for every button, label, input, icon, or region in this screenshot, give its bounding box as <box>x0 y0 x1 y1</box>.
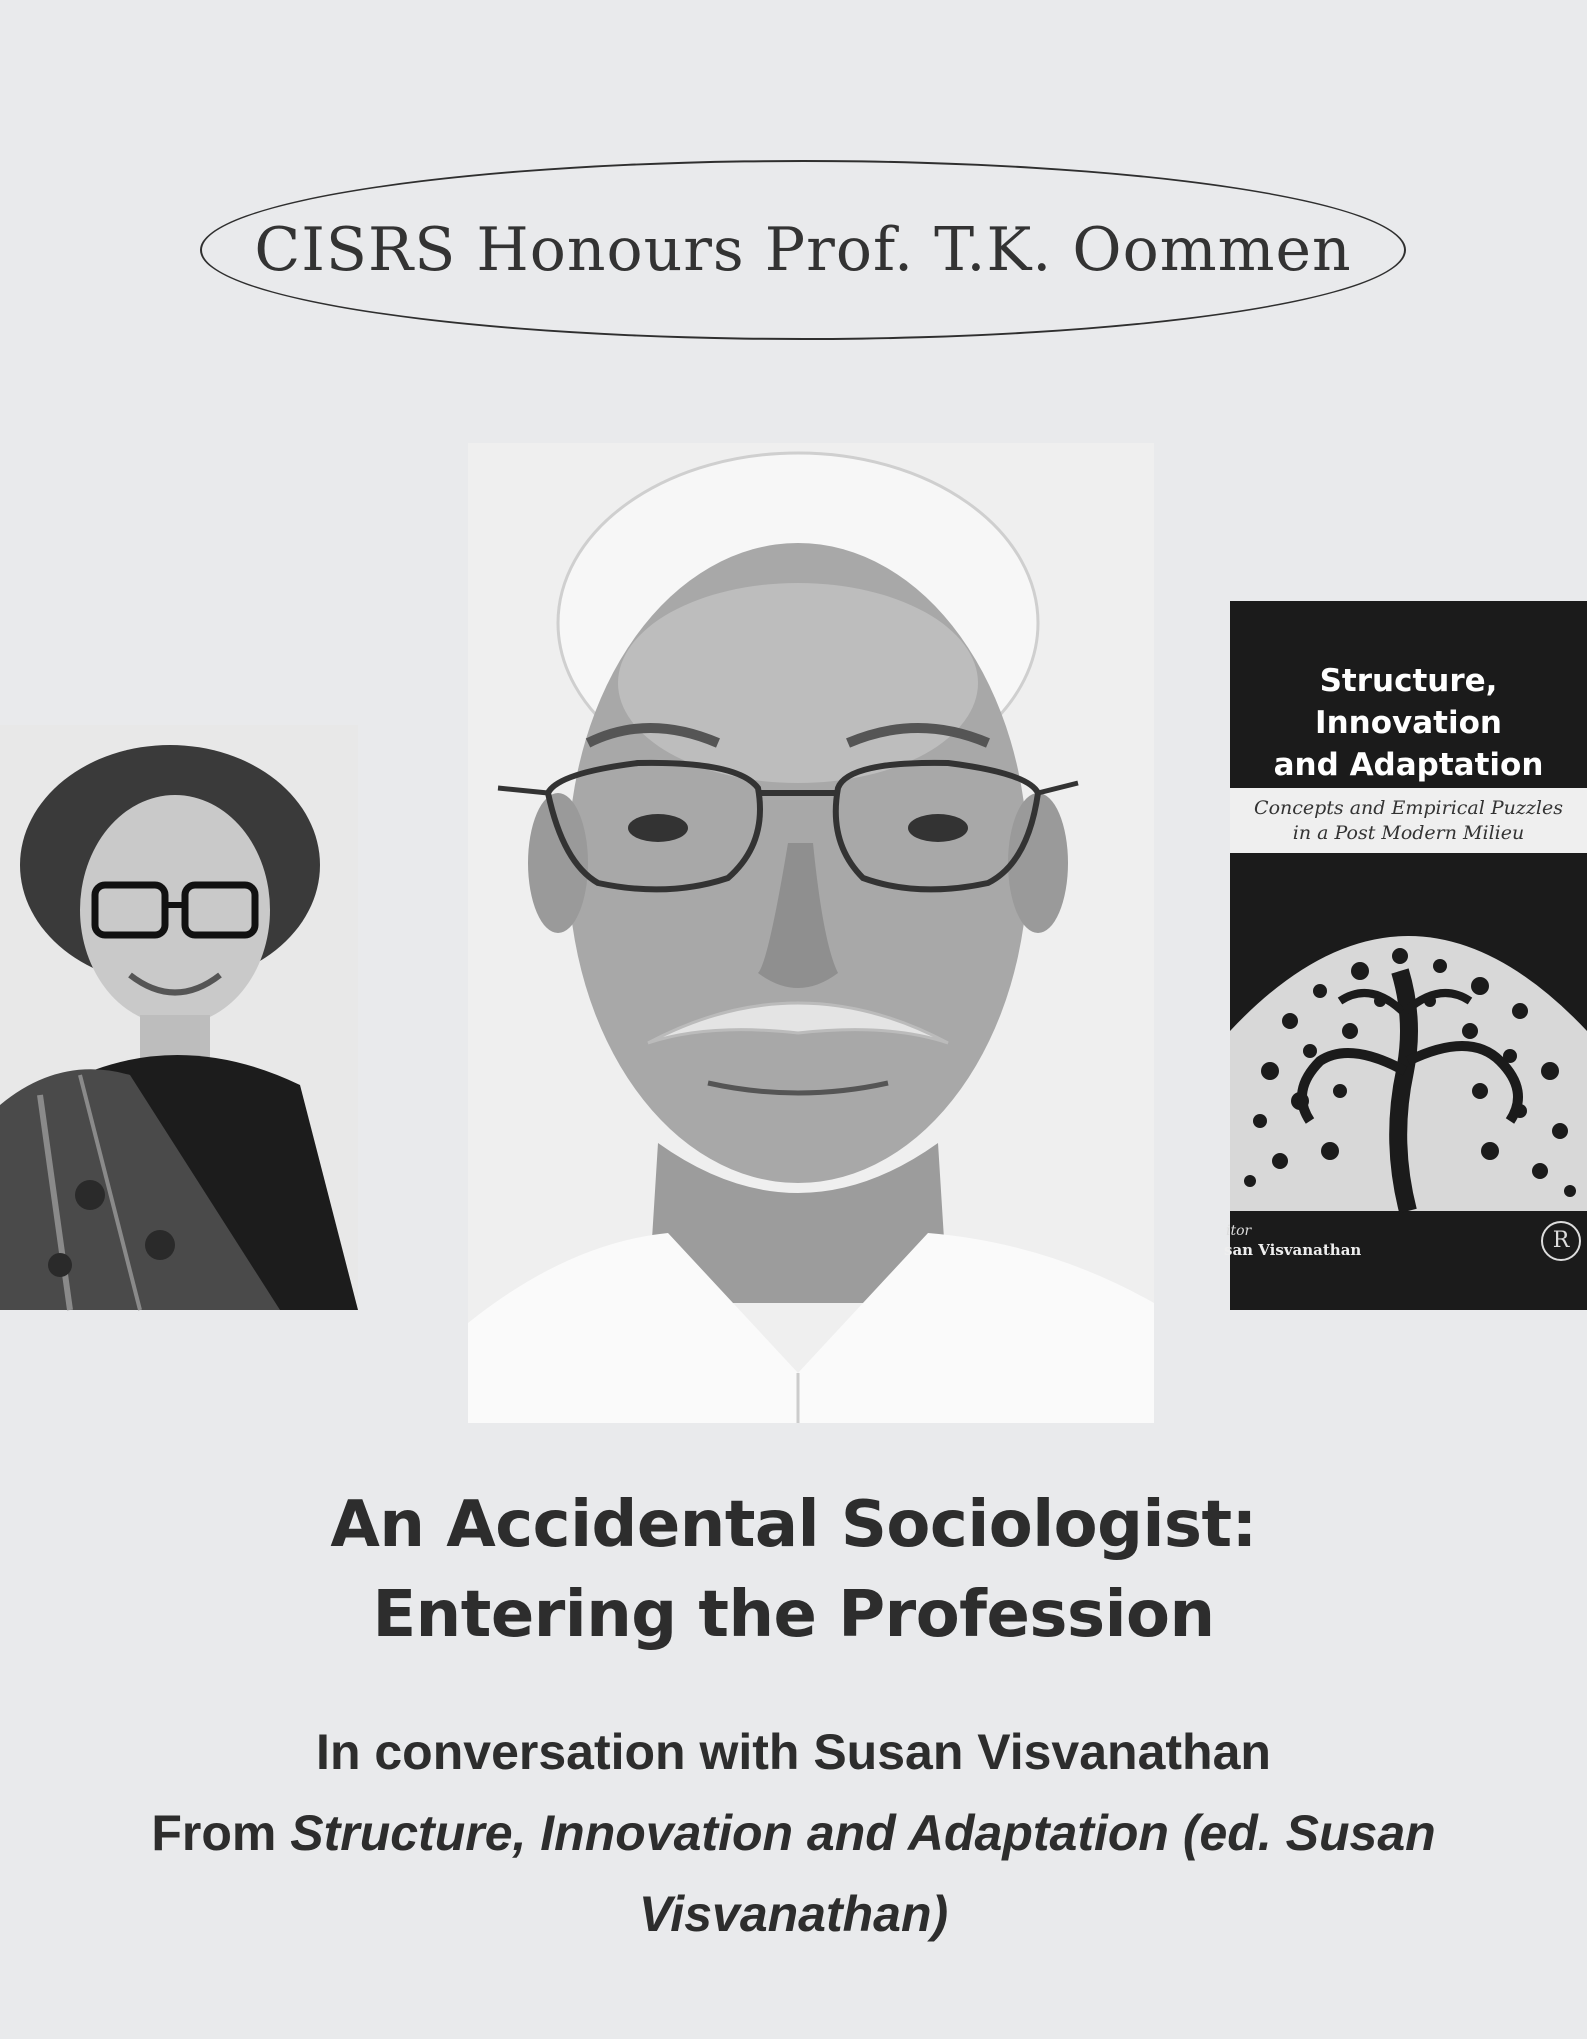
headline-line1: An Accidental Sociologist: <box>330 1488 1257 1562</box>
book-subtitle-line2: in a Post Modern Milieu <box>1292 821 1525 844</box>
portrait-woman-icon <box>0 725 358 1310</box>
tree-of-life-icon <box>1230 901 1587 1211</box>
book-title <box>1230 661 1587 787</box>
portrait-man-photo <box>468 443 1154 1423</box>
portrait-man-icon <box>468 443 1154 1423</box>
book-editor-role: itor <box>1226 1223 1252 1239</box>
header-title: CISRS Honours Prof. T.K. Oommen <box>254 215 1352 285</box>
headline <box>0 1480 1587 1660</box>
subtext-book-reference: Structure, Innovation and Adaptation (ed. Susan <box>290 1805 1436 1861</box>
subtext-line1: In conversation with Susan Visvanathan <box>316 1724 1271 1780</box>
publisher-logo-icon: R <box>1541 1221 1581 1261</box>
book-editor: san Visvanathan <box>1224 1241 1362 1259</box>
book-cover <box>1224 601 1587 1310</box>
subtext-line2 <box>0 1793 1587 1874</box>
subtext-book-reference-cont: Visvanathan) <box>638 1886 949 1942</box>
headline-line2: Entering the Profession <box>372 1578 1215 1652</box>
subtext <box>0 1712 1587 1955</box>
book-subtitle <box>1230 788 1587 853</box>
book-subtitle-line1: Concepts and Empirical Puzzles <box>1254 796 1563 819</box>
book-title-line2: and Adaptation <box>1273 746 1544 783</box>
subtext-from: From <box>151 1805 291 1861</box>
book-title-line1: Structure, Innovation <box>1315 663 1502 741</box>
portrait-woman-photo <box>0 725 358 1310</box>
subtext-line3 <box>0 1874 1587 1955</box>
header-ellipse <box>200 160 1406 340</box>
